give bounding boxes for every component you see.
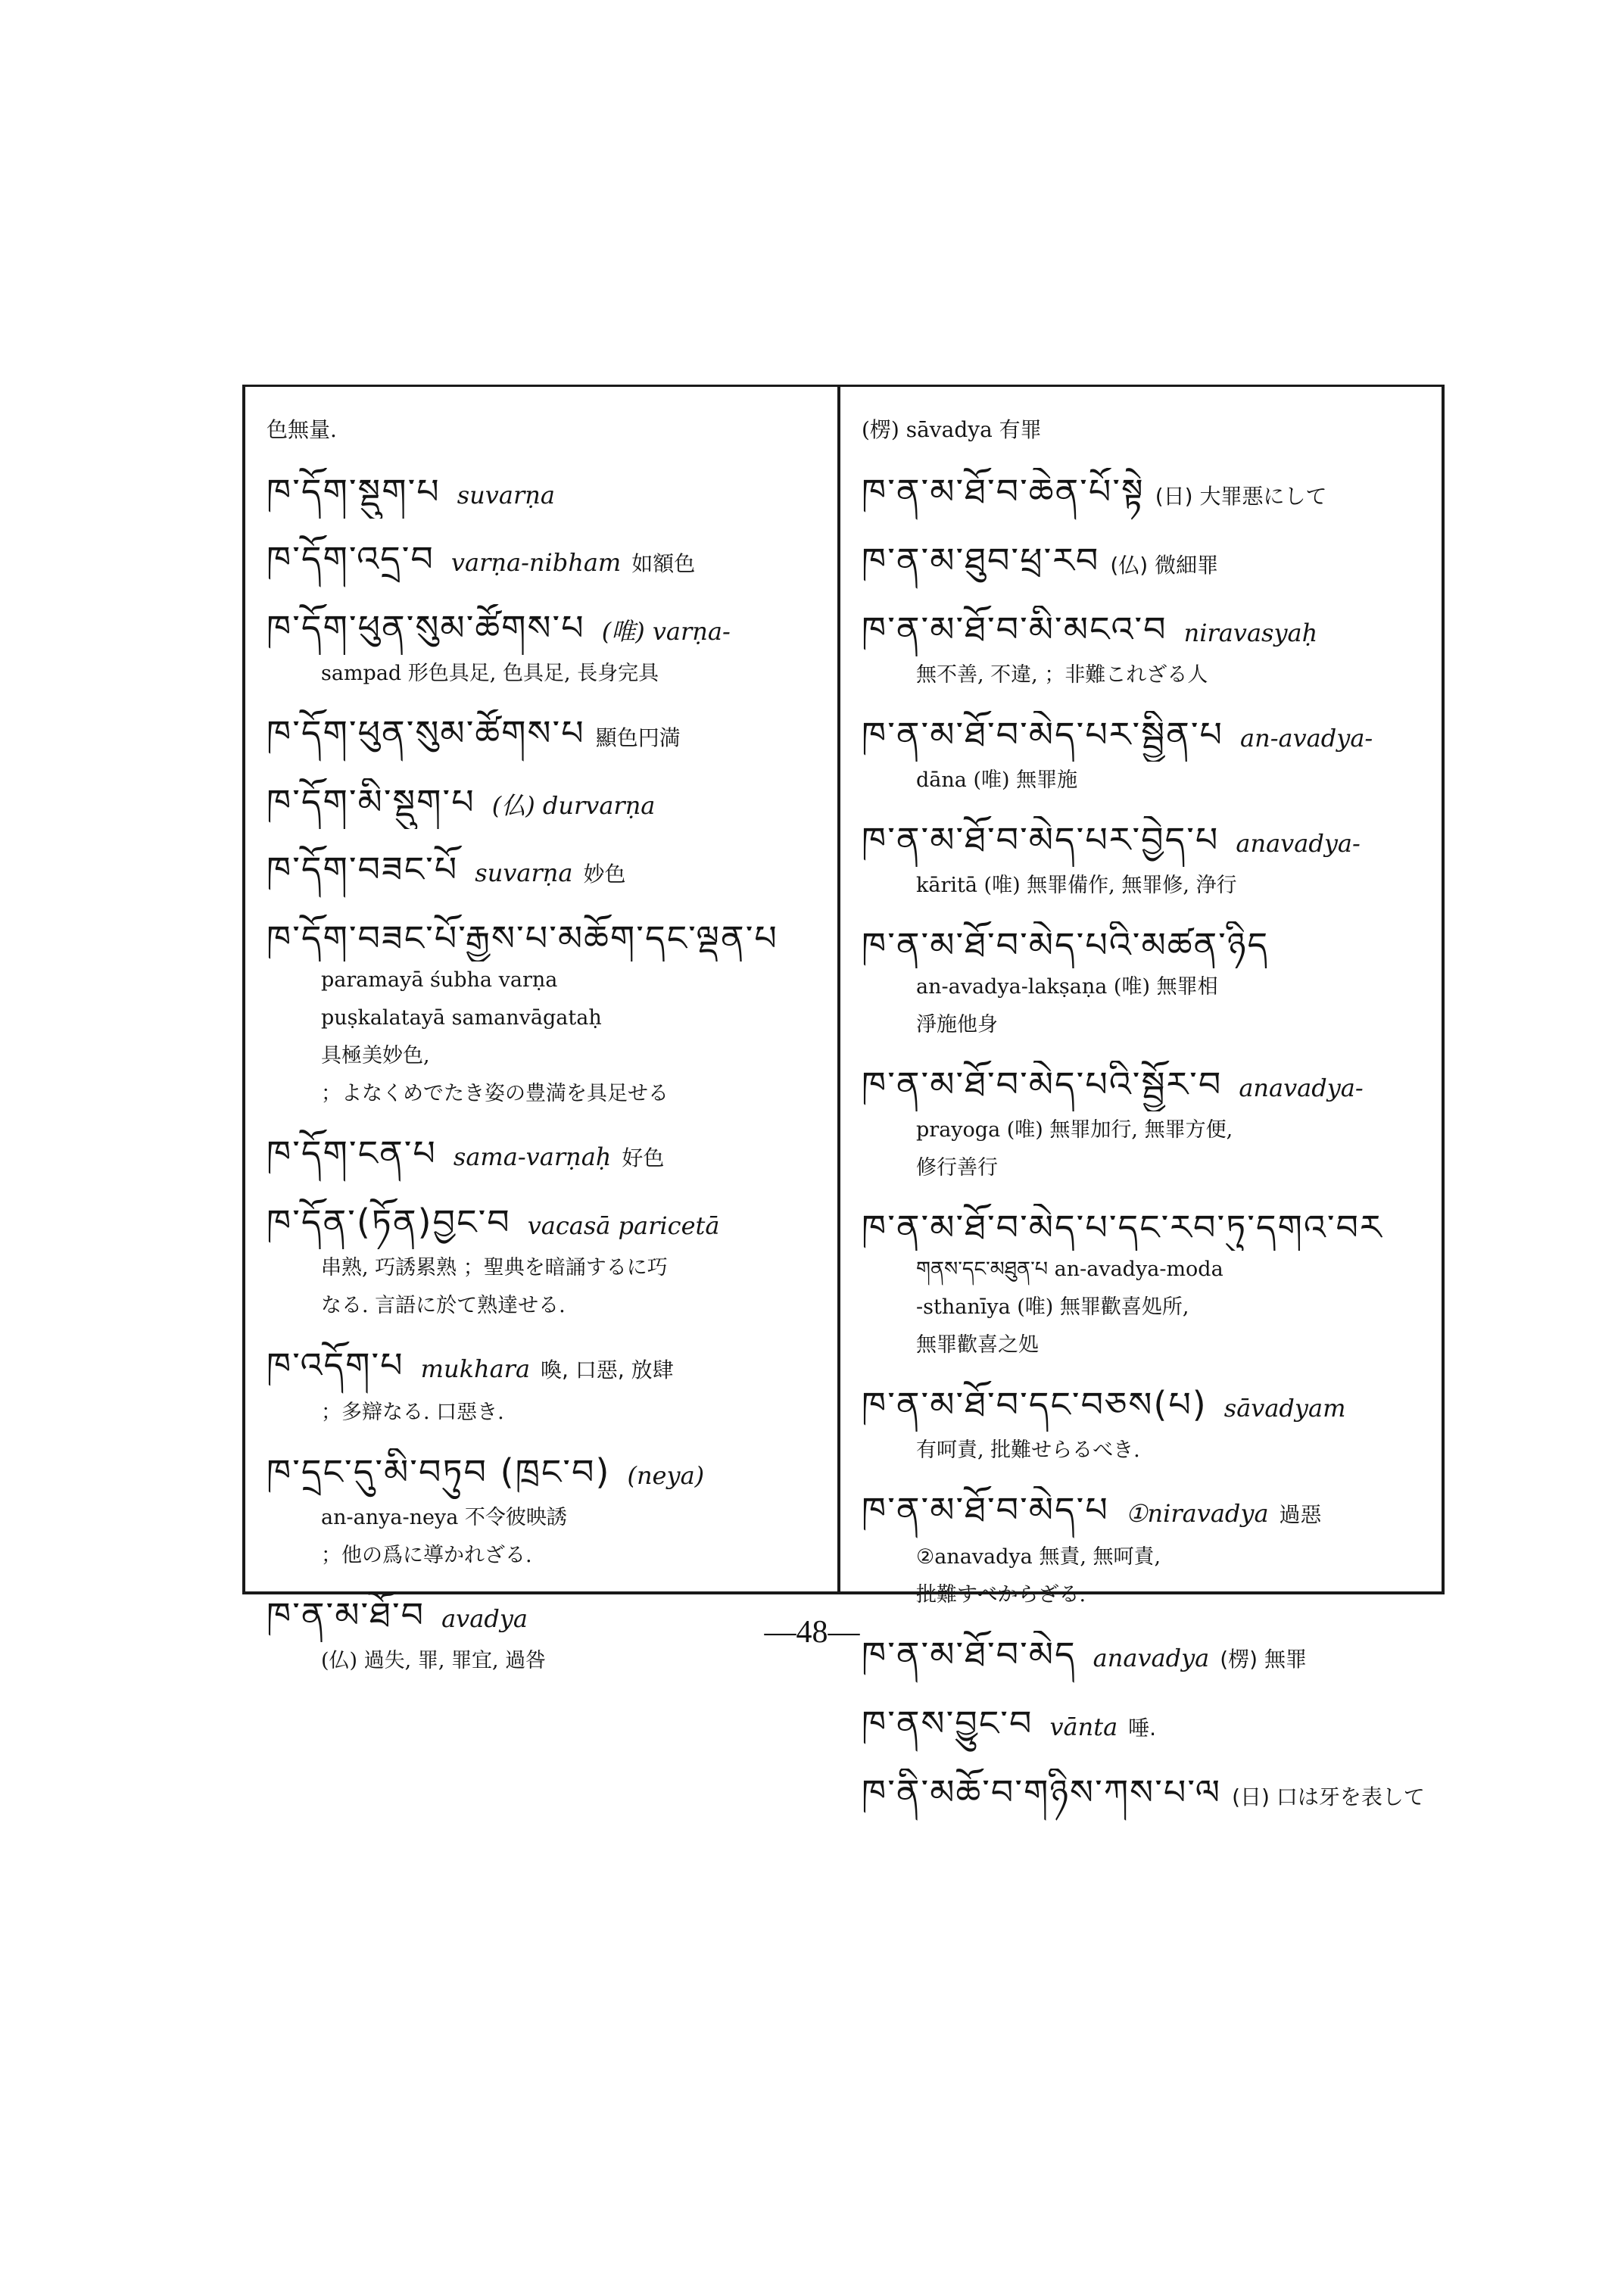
dictionary-entry [862,1486,1431,1614]
sanskrit-term: (neya) [627,1461,705,1490]
entry-headword [862,1769,1431,1821]
tibetan-term: ཁ་ན་མ་ཐོ་བ་མེད་པའི་མཚན་ཉིད [862,924,1270,965]
tibetan-term: ཁ་དོག་མི་སྡུག་པ [267,781,475,822]
tibetan-term: ཁ་དོག་བཟང་པོ [267,849,459,890]
tibetan-term: ཁ་འདོག་པ [267,1345,404,1385]
page-number: —48— [764,1615,860,1650]
entry-gloss: 無罪歡喜之処 [916,1333,1039,1357]
entry-gloss: sampad 形色具足, 色具足, 長身完具 [321,662,659,685]
entry-gloss: -sthanīya (唯) 無罪歡喜処所, [916,1295,1189,1319]
tibetan-term: ཁ་དོག་བཟང་པོ་རྒྱས་པ་མཆོག་དང་ལྡན་པ [267,918,778,958]
dictionary-entry [862,409,1431,451]
dictionary-entry [862,1061,1431,1187]
entry-gloss: ②anavadya 無責, 無呵責, [916,1545,1161,1569]
entry-headword [862,1061,1431,1111]
entry-note: (仏) 微細罪 [1110,553,1219,578]
tibetan-term: ཁ་དོག་འདྲ་བ [267,538,435,579]
entry-note: 喚, 口惡, 放肆 [541,1357,674,1382]
tibetan-term: ཁ་དོག་སྡུག་པ [267,471,441,512]
dictionary-entry [267,604,827,693]
entry-gloss: paramayā śubha varṇa [321,968,558,992]
entry-gloss: puṣkalatayā samanvāgataḥ [321,1006,602,1030]
entry-text: (楞) sāvadya 有罪 [862,417,1042,442]
sanskrit-term: suvarṇa [475,859,573,887]
left-column [267,409,827,1697]
sanskrit-term: mukhara [420,1354,531,1383]
entry-headword [862,816,1431,867]
sanskrit-term: niravasyaḥ [1183,619,1318,647]
tibetan-term: ཁ་ནས་བྱུང་བ [862,1703,1033,1744]
tibetan-term: ཁ་ན་མ་ཐོ་བ་མེད་པར་སྦྱིན་པ [862,714,1224,755]
dictionary-entry [267,709,827,762]
entry-headword [267,1342,827,1394]
sanskrit-term: varṇa-nibham [450,548,622,577]
entry-headword [267,1198,827,1249]
entry-gloss: 無不善, 不違, ；非難これざる人 [916,663,1208,687]
tibetan-term: ཁ་ན་མ་ཐོ་བ་མི་མངའ་བ [862,609,1167,650]
entry-note: 過惡 [1279,1502,1322,1527]
entry-headword [267,535,827,588]
dictionary-entry [267,1448,827,1575]
entry-gloss: 有呵責, 批難せらるべき. [916,1438,1140,1462]
dictionary-entry [862,1769,1431,1821]
entry-gloss: dāna (唯) 無罪施 [916,768,1078,792]
entry-gloss: 批難すべからざる. [916,1583,1086,1607]
entry-note: 好色 [622,1145,665,1170]
entry-gloss: an-anya-neya 不令彼映誘 [321,1506,567,1529]
entry-text: 色無量. [267,417,337,442]
column-divider [837,385,840,1594]
entry-headword [862,1204,1431,1251]
entry-gloss: ；よなくめでたき姿の豊満を具足せる [321,1082,669,1105]
entry-gloss: (仏) 過失, 罪, 罪宜, 過咎 [321,1649,547,1672]
dictionary-entry [267,409,827,451]
dictionary-entry [862,1204,1431,1364]
dictionary-entry [862,816,1431,905]
sanskrit-term: sāvadyam [1223,1394,1346,1423]
entry-gloss: ；他の爲に導かれざる. [321,1544,532,1567]
dictionary-entry [862,921,1431,1044]
tibetan-term: ཁ་ན་མ་ཐོ་བ་དང་བཅས(པ) [862,1384,1208,1425]
tibetan-term: ཁ་ན་མ་ཐོ་བ་མེད་པར་བྱེད་པ [862,819,1220,860]
sanskrit-term: suvarṇa [457,481,555,510]
tibetan-term: ཁ་ན་མ་ཐོ་བ་མེད [862,1634,1077,1675]
dictionary-entry [267,778,827,829]
dictionary-entry [267,535,827,588]
entry-headword [862,1700,1431,1752]
entry-gloss: prayoga (唯) 無罪加行, 無罪方便, [916,1118,1233,1142]
tibetan-term: ཁ་དོན་(ཏོན)བྱང་བ [267,1202,511,1242]
entry-headword [267,1130,827,1182]
entry-headword [862,606,1431,656]
entry-gloss: ；多辯なる. 口惡き. [321,1401,504,1424]
entry-headword [267,1448,827,1499]
sanskrit-term: (唯) varṇa- [601,617,731,646]
entry-gloss: གནས་དང་མཐུན་པ an-avadya-moda [916,1258,1223,1281]
entry-headword [267,604,827,655]
tibetan-term: ཁ་ན་མ་ཐོ་བ་མེད་པ [862,1489,1109,1530]
entry-note: (楞) 無罪 [1220,1647,1307,1672]
entry-headword [267,846,827,898]
entry-headword [862,537,1431,589]
tibetan-term: ཁ་ན་མ་ཐོ་བ་མེད་པ་དང་རབ་ཏུ་དགའ་བར [862,1207,1383,1248]
tibetan-term: ཁ་དོག་ངན་པ [267,1133,437,1173]
tibetan-term: ཁ་ནི་མཆོ་བ་གཉིས་ཀས་པ་ལ [862,1772,1222,1812]
entry-gloss: kāritā (唯) 無罪備作, 無罪修, 浄行 [916,874,1237,897]
entry-headword [862,921,1431,968]
dictionary-entry [267,1198,827,1325]
entry-headword [862,711,1431,762]
entry-gloss: 淨施他身 [916,1013,998,1036]
tibetan-term: ཁ་དོག་ཕུན་སུམ་ཚོགས་པ [267,607,585,648]
entry-headword [862,468,1431,520]
dictionary-entry [862,1381,1431,1470]
entry-note: 顯色円満 [595,725,681,750]
tibetan-term: ཁ་ན་མ་ཐོ་བ་མེད་པའི་སྦྱོར་བ [862,1064,1223,1105]
entry-note: (日) 口は牙を表して [1232,1784,1425,1809]
entry-gloss: 修行善行 [916,1156,998,1180]
dictionary-entry [267,846,827,898]
entry-headword [862,1486,1431,1538]
sanskrit-term: an-avadya- [1240,724,1373,753]
tibetan-term: ཁ་དྲང་དུ་མི་བཏུབ (ཁྲང་བ) [267,1451,611,1492]
dictionary-entry [267,1130,827,1182]
dictionary-entry [862,468,1431,520]
tibetan-term: ཁ་ན་མ་ཐོ་བ་ཆེན་པོ་སྟེ [862,471,1145,512]
sanskrit-term: (仏) durvarṇa [491,791,656,820]
entry-note: 唾. [1128,1716,1157,1741]
sanskrit-term: vānta [1049,1713,1118,1741]
entry-headword [267,915,827,962]
entry-headword [862,1381,1431,1432]
tibetan-term: ཁ་ན་མ་ཐོ་བ [267,1594,425,1635]
dictionary-entry [267,1342,827,1432]
sanskrit-term: ①niravadya [1125,1499,1269,1528]
tibetan-term: ཁ་དོག་ཕུན་སུམ་ཚོགས་པ [267,712,585,753]
dictionary-entry [862,1700,1431,1752]
dictionary-entry [267,915,827,1113]
entry-gloss: なる. 言語に於て熟達せる. [321,1294,566,1317]
entry-gloss: 串熟, 巧誘累熟 ；聖典を暗誦するに巧 [321,1256,668,1279]
entry-headword [267,778,827,829]
sanskrit-term: avadya [441,1604,528,1633]
dictionary-entry [267,468,827,519]
tibetan-term: ཁ་ན་མ་ཐུབ་ཕྲ་རབ [862,540,1100,581]
sanskrit-term: anavadya- [1239,1074,1364,1102]
entry-headword [267,709,827,762]
dictionary-entry [862,711,1431,799]
dictionary-entry [862,606,1431,694]
sanskrit-term: sama-varṇaḥ [453,1142,612,1171]
entry-note: 妙色 [583,862,626,887]
sanskrit-term: vacasā paricetā [527,1211,720,1240]
entry-gloss: 具極美妙色, [321,1044,430,1068]
entry-headword [267,468,827,519]
sanskrit-term: anavadya- [1236,829,1361,858]
entry-note: 如額色 [631,551,696,576]
entry-note: (日) 大罪悪にして [1155,484,1327,509]
entry-gloss: an-avadya-lakṣaṇa (唯) 無罪相 [916,975,1218,999]
dictionary-entry [862,537,1431,589]
sanskrit-term: anavadya [1093,1644,1210,1672]
